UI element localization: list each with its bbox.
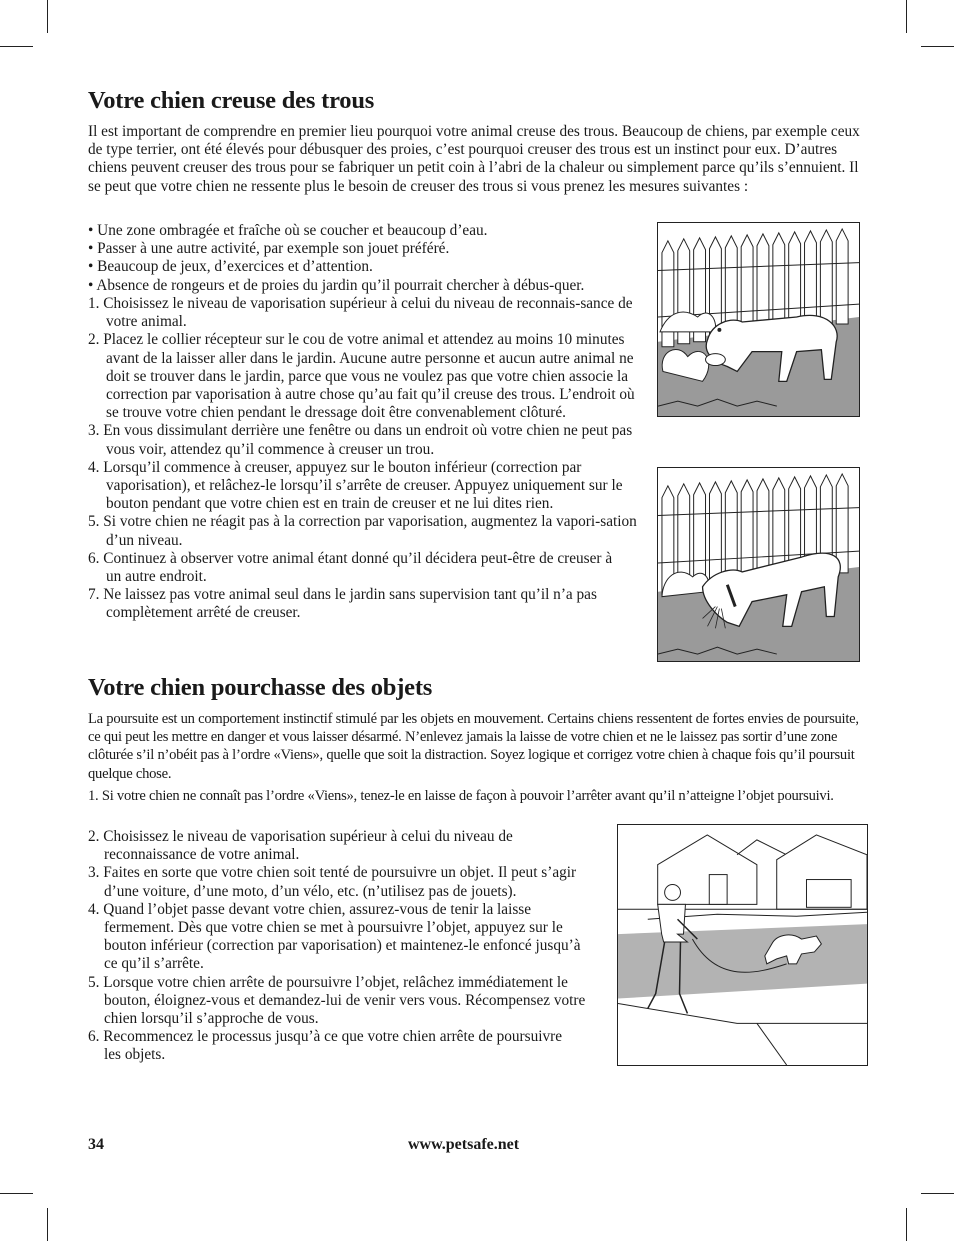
digging-steps-list (88, 295, 648, 623)
dog-digging-illustration (657, 222, 860, 417)
crop-mark (0, 1193, 33, 1194)
step-item: 1. Choisissez le niveau de vaporisation supérieur à celui du niveau de reconnais-sance de votre animal. (88, 295, 633, 331)
bullet-item: • Beaucoup de jeux, d’exercices et d’attention. (88, 258, 373, 276)
dog-spray-correction-illustration (657, 467, 860, 662)
step-item: 5. Si votre chien ne réagit pas à la correction par vaporisation, augmentez la vapori-sation d’un niveau. (88, 513, 637, 549)
website-link[interactable]: www.petsafe.net (408, 1136, 520, 1153)
crop-mark (47, 0, 48, 33)
step-item: 1. Si votre chien ne connaît pas l’ordre «Viens», tenez-le en laisse de façon à pouvoir l’arrêter avant qu’il n’atteigne l’objet poursuivi. (88, 788, 834, 804)
section-intro-digging: Il est important de comprendre en premier lieu pourquoi votre animal creuse des trous. Beaucoup de chiens, par exemple ceux de type terrier, ont été élevés pour débusquer des proies, c’est pourquoi creuser des trous est un instinct pour eux. D’autres chiens peuvent creuser des trous pour se fabriquer un petit coin à l’abri de la chaleur ou simplement parce qu’ils s’ennuient. Il se peut que votre chien ne ressente plus le besoin de creuser des trous si vous prenez les mesures suivantes : (88, 123, 860, 195)
digging-bullet-list (88, 222, 648, 295)
step-item: 4. Quand l’objet passe devant votre chien, assurez-vous de tenir la laisse fermement. Dès que votre chien se met à poursuivre l’objet, appuyez sur le bouton inférieur (correction par vaporisation) et maintenez-le enfoncé jusqu’à ce qu’il s’arrête. (88, 900, 581, 973)
crop-mark (906, 0, 907, 33)
crop-mark (921, 1193, 954, 1194)
step-item: 7. Ne laissez pas votre animal seul dans le jardin sans supervision tant qu’il n’a pas complètement arrêté de creuser. (88, 586, 597, 622)
step-item: 4. Lorsqu’il commence à creuser, appuyez sur le bouton inférieur (correction par vaporisation), et relâchez-le lorsqu’il s’arrête de creuser. Appuyez uniquement sur le bouton pendant que votre chien est en train de creuser et ne lui dites rien. (88, 458, 623, 513)
step-item: 5. Lorsque votre chien arrête de poursuivre l’objet, relâchez immédiatement le bouton, éloignez-vous et demandez-lui de venir vers vous. Récompensez votre chien lorsqu’il s’approche de vous. (88, 973, 586, 1028)
dog-chasing-cat-illustration (617, 824, 868, 1066)
step-item: 6. Continuez à observer votre animal étant donné qu’il décidera peut-être de creuser à un autre endroit. (88, 549, 613, 586)
crop-mark (47, 1208, 48, 1241)
crop-mark (0, 46, 33, 47)
crop-mark (906, 1208, 907, 1241)
bullet-item: • Passer à une autre activité, par exemple son jouet préféré. (88, 240, 450, 258)
bullet-item: • Une zone ombragée et fraîche où se coucher et beaucoup d’eau. (88, 222, 488, 239)
section-intro-chasing: La poursuite est un comportement instinctif stimulé par les objets en mouvement. Certains chiens ressentent de fortes envies de poursuite, ce qui peut les mettre en danger et vous laisser désarmé. N’enlevez jamais la laisse de votre chien et ne le laissez pas sortir d’une zone clôturée s’il n’obéit pas à l’ordre «Viens», quelle que soit la distraction. Soyez logique et corrigez votre chien à chaque fois qu’il poursuit quelque chose. (88, 711, 859, 782)
step-item: 2. Choisissez le niveau de vaporisation supérieur à celui du niveau de reconnaissance de votre animal. (88, 828, 513, 864)
step-item: 6. Recommencez le processus jusqu’à ce que votre chien arrête de poursuivre les objets. (88, 1028, 563, 1064)
section-title-chasing: Votre chien pourchasse des objets (88, 674, 433, 701)
section-title-digging: Votre chien creuse des trous (88, 87, 375, 114)
step-item: 2. Placez le collier récepteur sur le cou de votre animal et attendez au moins 10 minutes avant de la laisser aller dans le jardin. Aucune autre personne et aucun autre animal ne doit se trouver dans le jardin, parce que vous ne voulez pas que votre chien associe la correction par vaporisation à autre chose qu’au fait qu’il creuse des trous. L’endroit où se trouve votre chien pendant le dressage doit être convenablement clôturé. (88, 331, 635, 422)
bullet-item: • Absence de rongeurs et de proies du jardin qu’il pourrait chercher à débus-quer. (88, 276, 585, 294)
step-item: 3. En vous dissimulant derrière une fenêtre ou dans un endroit où votre chien ne peut pas vous voir, attendez qu’il commence à creuser un trou. (88, 422, 633, 458)
crop-mark (921, 46, 954, 47)
page-number: 34 (88, 1136, 104, 1153)
step-item: 3. Faites en sorte que votre chien soit tenté de poursuivre un objet. Il peut s’agir d’une voiture, d’une moto, d’un vélo, etc. (n’utilisez pas de jouets). (88, 864, 577, 900)
chasing-steps-list (88, 828, 593, 1065)
